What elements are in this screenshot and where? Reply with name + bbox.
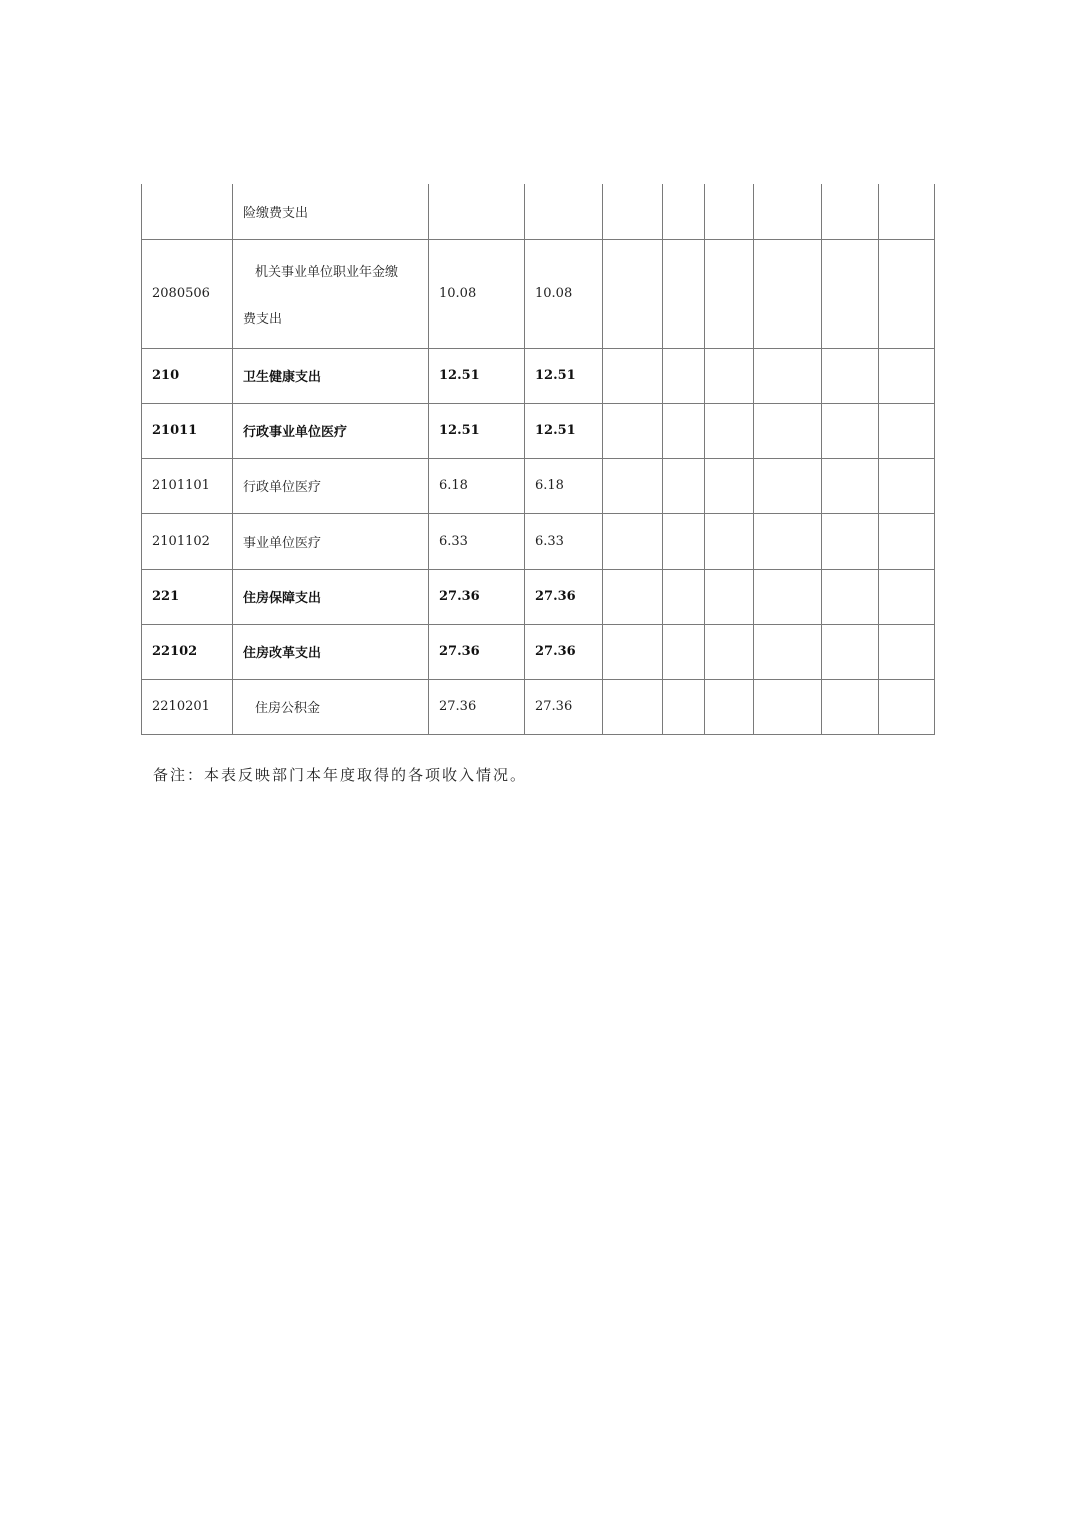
table-body <box>142 184 935 734</box>
row-amount-col2: 12.51 <box>525 403 603 458</box>
empty-cell <box>754 458 822 513</box>
empty-cell <box>603 403 663 458</box>
row-amount-col1 <box>429 184 525 239</box>
empty-cell <box>663 403 705 458</box>
empty-cell <box>822 403 879 458</box>
empty-cell <box>663 679 705 734</box>
empty-cell <box>754 513 822 569</box>
empty-cell <box>822 624 879 679</box>
empty-cell <box>879 513 935 569</box>
empty-cell <box>603 569 663 624</box>
empty-cell <box>705 239 754 348</box>
empty-cell <box>822 679 879 734</box>
empty-cell <box>754 403 822 458</box>
table-row <box>142 513 935 569</box>
row-name-line: 住房保障支出 <box>243 591 322 606</box>
table-row <box>142 403 935 458</box>
row-name-line: 险缴费支出 <box>243 205 309 221</box>
row-code <box>142 184 233 239</box>
empty-cell <box>663 624 705 679</box>
row-name-line: 住房公积金 <box>255 701 321 716</box>
empty-cell <box>663 239 705 348</box>
row-name <box>233 403 429 458</box>
row-amount-col1: 6.18 <box>429 458 525 513</box>
empty-cell <box>754 569 822 624</box>
row-amount-col1: 27.36 <box>429 624 525 679</box>
row-amount-col1: 12.51 <box>429 403 525 458</box>
empty-cell <box>754 239 822 348</box>
empty-cell <box>603 458 663 513</box>
table-row <box>142 348 935 403</box>
empty-cell <box>754 679 822 734</box>
empty-cell <box>705 513 754 569</box>
empty-cell <box>822 239 879 348</box>
empty-cell <box>663 513 705 569</box>
row-amount-col2: 27.36 <box>525 624 603 679</box>
table-row <box>142 458 935 513</box>
row-amount-col2: 10.08 <box>525 239 603 348</box>
empty-cell <box>822 458 879 513</box>
empty-cell <box>822 348 879 403</box>
empty-cell <box>663 458 705 513</box>
table-row <box>142 679 935 734</box>
row-amount-col2: 27.36 <box>525 569 603 624</box>
empty-cell <box>754 624 822 679</box>
empty-cell <box>603 184 663 239</box>
empty-cell <box>603 679 663 734</box>
table-row <box>142 184 935 239</box>
row-name <box>233 624 429 679</box>
row-name <box>233 348 429 403</box>
row-name-line: 机关事业单位职业年金缴 <box>255 264 399 280</box>
table-row <box>142 239 935 348</box>
empty-cell <box>603 239 663 348</box>
empty-cell <box>879 679 935 734</box>
row-name-line: 行政事业单位医疗 <box>243 425 348 440</box>
row-code: 2080506 <box>142 239 233 348</box>
empty-cell <box>705 679 754 734</box>
empty-cell <box>705 569 754 624</box>
row-code: 210 <box>142 348 233 403</box>
row-amount-col1: 27.36 <box>429 569 525 624</box>
row-name <box>233 458 429 513</box>
empty-cell <box>879 184 935 239</box>
empty-cell <box>879 348 935 403</box>
row-amount-col2: 6.33 <box>525 513 603 569</box>
row-name-line: 住房改革支出 <box>243 646 322 661</box>
empty-cell <box>705 184 754 239</box>
row-code: 2210201 <box>142 679 233 734</box>
empty-cell <box>705 403 754 458</box>
row-name <box>233 239 429 348</box>
row-name-line: 费支出 <box>243 311 283 327</box>
row-amount-col1: 12.51 <box>429 348 525 403</box>
empty-cell <box>879 403 935 458</box>
row-amount-col1: 10.08 <box>429 239 525 348</box>
empty-cell <box>879 569 935 624</box>
empty-cell <box>754 184 822 239</box>
row-amount-col2: 12.51 <box>525 348 603 403</box>
row-amount-col1: 6.33 <box>429 513 525 569</box>
empty-cell <box>822 184 879 239</box>
table-note: 备注：本表反映部门本年度取得的各项收入情况。 <box>153 766 528 784</box>
row-name <box>233 569 429 624</box>
empty-cell <box>705 624 754 679</box>
table-row <box>142 569 935 624</box>
empty-cell <box>705 458 754 513</box>
empty-cell <box>663 184 705 239</box>
empty-cell <box>663 569 705 624</box>
empty-cell <box>603 513 663 569</box>
row-name-line: 行政单位医疗 <box>243 480 322 495</box>
empty-cell <box>663 348 705 403</box>
empty-cell <box>603 348 663 403</box>
row-name-line: 卫生健康支出 <box>243 370 322 385</box>
row-code: 22102 <box>142 624 233 679</box>
row-amount-col2: 6.18 <box>525 458 603 513</box>
row-code: 21011 <box>142 403 233 458</box>
empty-cell <box>705 348 754 403</box>
table-row <box>142 624 935 679</box>
row-code: 2101102 <box>142 513 233 569</box>
empty-cell <box>879 624 935 679</box>
empty-cell <box>879 458 935 513</box>
empty-cell <box>754 348 822 403</box>
row-name-line: 事业单位医疗 <box>243 535 322 551</box>
row-name <box>233 513 429 569</box>
row-name <box>233 184 429 239</box>
empty-cell <box>822 513 879 569</box>
row-name <box>233 679 429 734</box>
budget-table <box>141 184 935 735</box>
row-amount-col1: 27.36 <box>429 679 525 734</box>
empty-cell <box>879 239 935 348</box>
empty-cell <box>822 569 879 624</box>
row-code: 221 <box>142 569 233 624</box>
row-amount-col2 <box>525 184 603 239</box>
row-amount-col2: 27.36 <box>525 679 603 734</box>
row-code: 2101101 <box>142 458 233 513</box>
empty-cell <box>603 624 663 679</box>
